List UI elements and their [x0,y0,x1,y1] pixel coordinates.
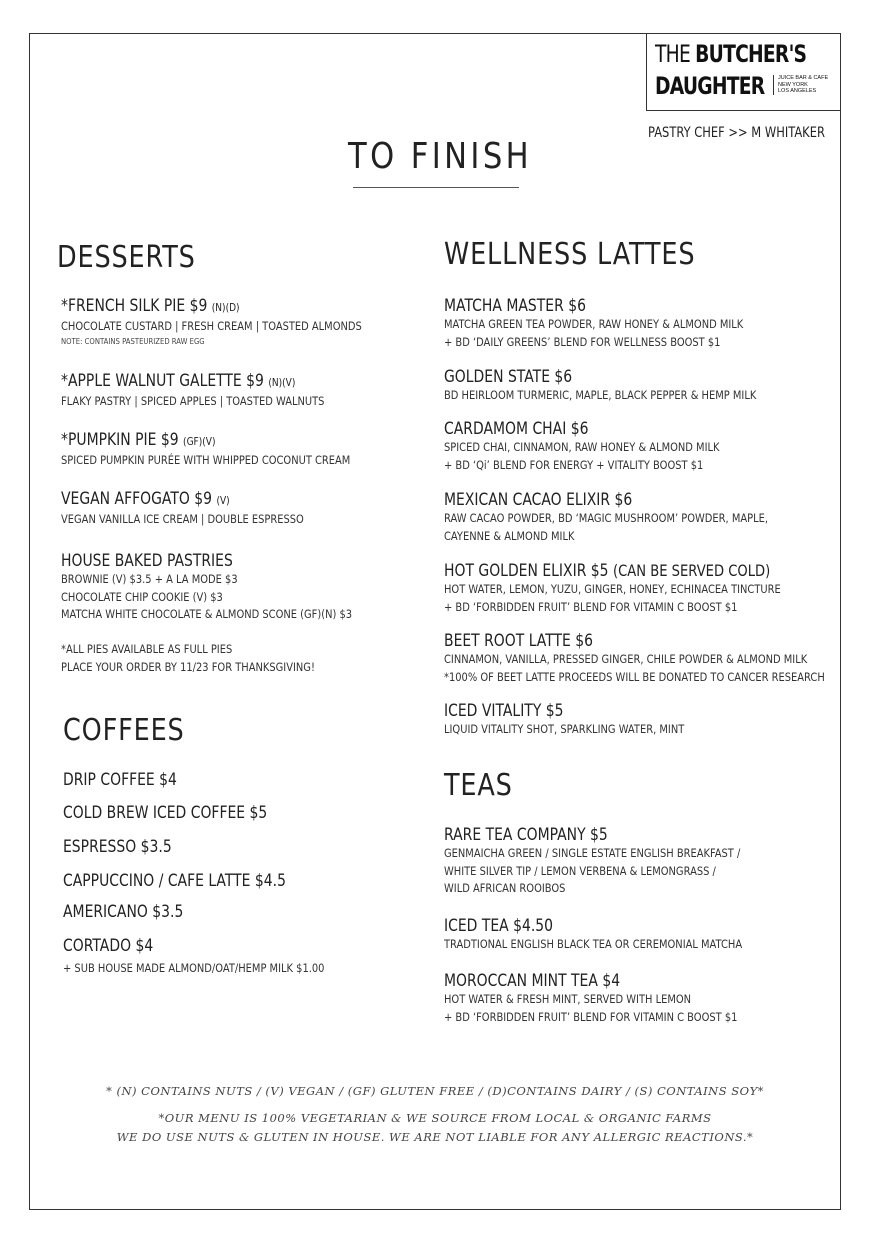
item-description: GENMAICHA GREEN / SINGLE ESTATE ENGLISH BREAKFAST / [444,846,741,860]
menu-item [444,490,821,545]
menu-item [444,296,792,351]
item-name: ICED TEA $4.50 [444,916,554,936]
item-description: *100% OF BEET LATTE PROCEEDS WILL BE DONATED TO CANCER RESEARCH [444,669,825,684]
item-name [444,561,770,581]
logo-butchers: BUTCHER'S [695,40,807,68]
menu-item [444,916,791,954]
logo [646,33,841,111]
coffees-heading: COFFEES [63,713,185,748]
item-name: GOLDEN STATE $6 [444,367,573,387]
logo-daughter: DAUGHTER [655,72,765,100]
item-name [61,371,312,393]
menu-item [444,561,842,616]
liability-note: WE DO USE NUTS & GLUTEN IN HOUSE. WE ARE NOT LIABLE FOR ANY ALLERGIC REACTIONS.* [116,1130,754,1144]
title-underline [353,187,519,188]
item-description: HOT WATER & FRESH MINT, SERVED WITH LEMON [444,992,692,1006]
item-name: RARE TEA COMPANY $5 [444,825,608,845]
item-description: CAYENNE & ALMOND MILK [444,528,575,543]
menu-item [61,430,397,470]
item-tags: (GF)(V) [183,435,216,448]
item-extra: (CAN BE SERVED COLD) [612,561,771,580]
item-description: + BD ‘FORBIDDEN FRUIT’ BLEND FOR VITAMIN C BOOST $1 [444,1009,738,1024]
item-title: HOT GOLDEN ELIXIR $5 [444,561,609,581]
item-title: *APPLE WALNUT GALETTE $9 [61,371,264,391]
coffee-item: DRIP COFFEE $4 [63,770,177,790]
item-description: + BD ‘Qi’ BLEND FOR ENERGY + VITALITY BOOST $1 [444,457,704,472]
item-description: RAW CACAO POWDER, BD ‘MAGIC MUSHROOM’ POWDER, MAPLE, [444,511,769,525]
item-description: MATCHA WHITE CHOCOLATE & ALMOND SCONE (GF)(N) $3 [61,607,353,621]
item-name: MEXICAN CACAO ELIXIR $6 [444,490,633,510]
coffee-item: CAPPUCCINO / CAFE LATTE $4.5 [63,871,286,891]
item-description: TRADTIONAL ENGLISH BLACK TEA OR CEREMONIAL MATCHA [444,937,743,951]
menu-item [61,371,367,411]
menu-item [444,701,723,739]
item-description: CHOCOLATE CUSTARD | FRESH CREAM | TOASTED ALMONDS [61,319,362,333]
item-name: CARDAMOM CHAI $6 [444,419,589,439]
item-title: *PUMPKIN PIE $9 [61,430,179,450]
milk-note-text: + SUB HOUSE MADE ALMOND/OAT/HEMP MILK $1.00 [63,961,325,975]
menu-item [444,367,807,405]
logo-the: THE [655,40,691,68]
item-name: BEET ROOT LATTE $6 [444,631,594,651]
item-description: WILD AFRICAN ROOIBOS [444,881,566,895]
logo-sub-line: LOS ANGELES [778,88,817,94]
logo-sub-line: NEW YORK [778,81,808,88]
thanksgiving-note: PLACE YOUR ORDER BY 11/23 FOR THANKSGIVING! [61,659,315,674]
menu-item [444,419,764,474]
sourcing-note: *OUR MENU IS 100% VEGETARIAN & WE SOURCE FROM LOCAL & ORGANIC FARMS [158,1111,712,1125]
item-tags: (N)(D) [211,301,240,314]
menu-item [444,825,789,898]
coffee-item: CORTADO $4 [63,936,154,956]
lattes-heading: WELLNESS LATTES [444,237,696,272]
item-description: HOT WATER, LEMON, YUZU, GINGER, HONEY, ECHINACEA TINCTURE [444,582,781,596]
item-name: HOUSE BAKED PASTRIES [61,551,233,571]
item-name: MOROCCAN MINT TEA $4 [444,971,621,991]
item-name [61,430,337,452]
milk-note [63,960,367,978]
item-description: MATCHA GREEN TEA POWDER, RAW HONEY & ALMOND MILK [444,317,744,331]
item-description: LIQUID VITALITY SHOT, SPARKLING WATER, MINT [444,722,685,736]
item-description: VEGAN VANILLA ICE CREAM | DOUBLE ESPRESSO [61,512,304,526]
item-description: SPICED CHAI, CINNAMON, RAW HONEY & ALMOND MILK [444,440,720,454]
item-description: SPICED PUMPKIN PURÉE WITH WHIPPED COCONUT CREAM [61,453,351,467]
item-description: + BD ‘FORBIDDEN FRUIT’ BLEND FOR VITAMIN C BOOST $1 [444,599,738,614]
item-description: BROWNIE (V) $3.5 + A LA MODE $3 [61,572,238,586]
item-name [61,489,293,511]
allergen-key: * (N) CONTAINS NUTS / (V) VEGAN / (GF) GLUTEN FREE / (D)CONTAINS DAIRY / (S) CONTAINS SOY* [106,1084,764,1098]
menu-item [444,971,785,1026]
item-description: WHITE SILVER TIP / LEMON VERBENA & LEMONGRASS / [444,863,716,878]
item-tags: (N)(V) [268,376,296,389]
menu-item [61,551,399,624]
menu-item [61,296,411,348]
item-description: CHOCOLATE CHIP COOKIE (V) $3 [61,589,223,604]
logo-line-1 [655,40,806,68]
item-note: NOTE: CONTAINS PASTEURIZED RAW EGG [61,336,205,346]
item-name: ICED VITALITY $5 [444,701,564,721]
item-description: CINNAMON, VANILLA, PRESSED GINGER, CHILE POWDER & ALMOND MILK [444,652,808,666]
item-description: FLAKY PASTRY | SPICED APPLES | TOASTED WALNUTS [61,394,325,408]
item-title: VEGAN AFFOGATO $9 [61,489,213,509]
item-title: *FRENCH SILK PIE $9 [61,296,208,316]
item-name [61,296,348,318]
logo-sub-line: JUICE BAR & CAFE [778,75,829,81]
pie-note: *ALL PIES AVAILABLE AS FULL PIES [61,642,233,656]
page-title: TO FINISH [348,136,533,177]
menu-item [61,489,343,529]
item-description: + BD ‘DAILY GREENS’ BLEND FOR WELLNESS BOOST $1 [444,334,721,349]
teas-heading: TEAS [444,768,513,803]
desserts-heading: DESSERTS [57,240,196,275]
coffee-item: AMERICANO $3.5 [63,902,184,922]
pastry-chef-credit: PASTRY CHEF >> M WHITAKER [648,125,825,141]
coffee-item: ESPRESSO $3.5 [63,837,172,857]
item-name: MATCHA MASTER $6 [444,296,586,316]
menu-item [444,631,870,686]
logo-subtitle [773,75,828,95]
desserts-notes [61,641,356,676]
item-tags: (V) [216,494,230,507]
coffee-item: COLD BREW ICED COFFEE $5 [63,803,268,823]
item-description: BD HEIRLOOM TURMERIC, MAPLE, BLACK PEPPER & HEMP MILK [444,388,757,402]
